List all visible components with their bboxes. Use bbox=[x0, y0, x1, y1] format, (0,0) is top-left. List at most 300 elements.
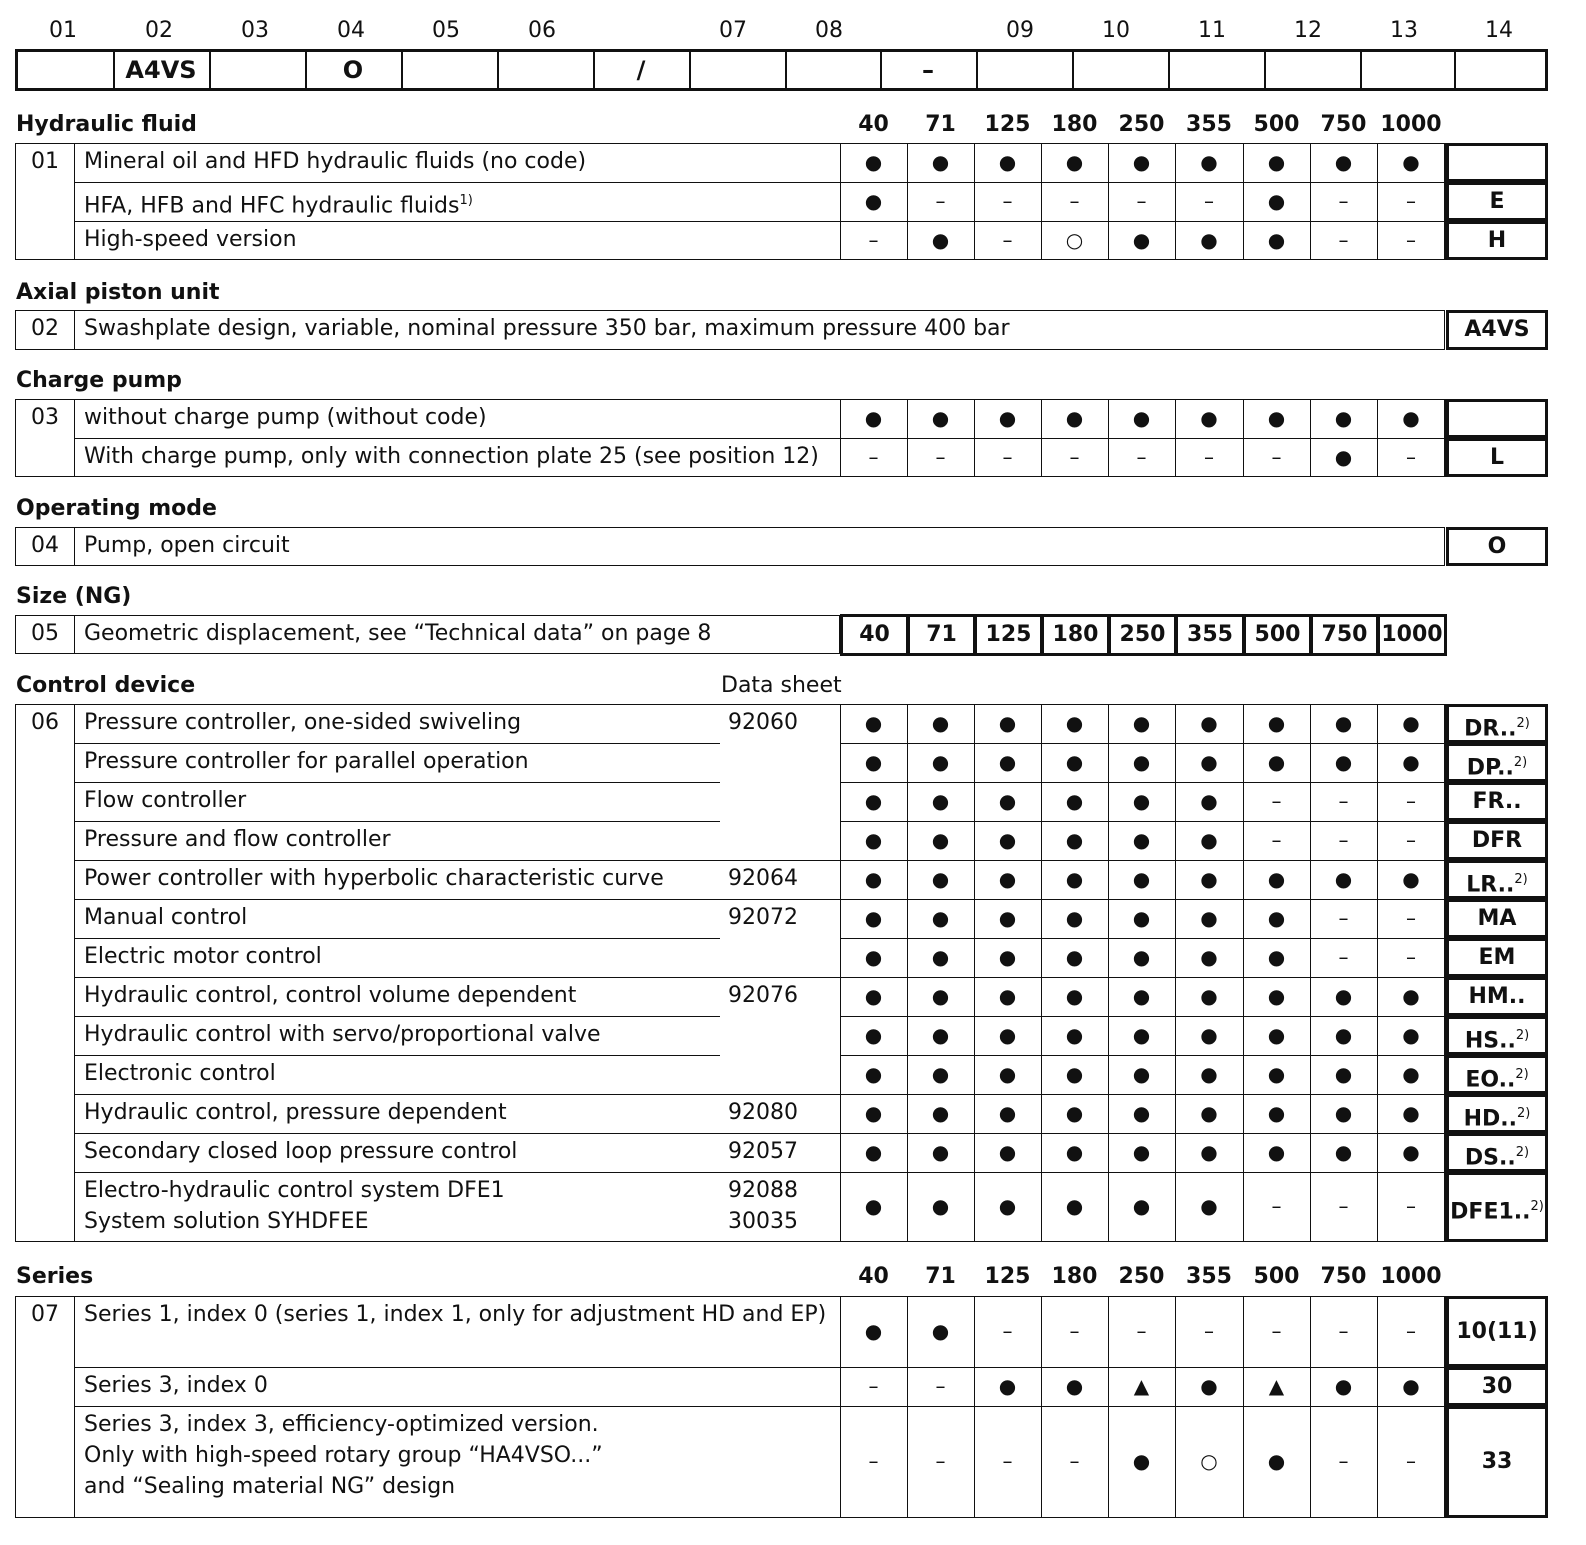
size-code-box: 180 bbox=[1041, 614, 1110, 656]
type-code-cell bbox=[785, 52, 882, 88]
availability-mark: ● bbox=[1334, 1061, 1353, 1086]
size-column-header: 40 bbox=[858, 1264, 889, 1289]
data-sheet-number: 92072 bbox=[728, 905, 798, 930]
ordering-code bbox=[1446, 743, 1548, 782]
availability-mark: ● bbox=[1065, 827, 1084, 852]
availability-mark: ● bbox=[864, 1022, 883, 1047]
footnote-marker: 2) bbox=[1515, 1028, 1530, 1043]
availability-mark: – bbox=[1406, 1318, 1416, 1343]
availability-mark: – bbox=[1406, 905, 1416, 930]
availability-mark: ● bbox=[998, 983, 1017, 1008]
availability-mark: – bbox=[1271, 1318, 1282, 1343]
ordering-code: 10(11) bbox=[1446, 1296, 1548, 1367]
row-description: Pressure and flow controller bbox=[84, 827, 391, 852]
availability-mark: ● bbox=[998, 866, 1017, 891]
row-description: Pressure controller for parallel operation bbox=[84, 749, 529, 774]
rule bbox=[74, 143, 75, 260]
size-code-box: 71 bbox=[907, 614, 976, 656]
row-description: Electronic control bbox=[84, 1061, 276, 1086]
availability-mark: ● bbox=[864, 944, 883, 969]
data-sheet-number: 92076 bbox=[728, 983, 798, 1008]
section-title: Axial piston unit bbox=[16, 280, 220, 305]
availability-mark: ● bbox=[1267, 405, 1286, 430]
availability-mark: – bbox=[1271, 1194, 1282, 1218]
size-column-header: 355 bbox=[1186, 1264, 1232, 1289]
availability-mark: ● bbox=[1267, 1139, 1286, 1164]
availability-mark: ● bbox=[1267, 1022, 1286, 1047]
availability-mark: – bbox=[1338, 1318, 1349, 1343]
availability-mark: – bbox=[868, 1449, 879, 1473]
availability-mark: ● bbox=[998, 905, 1017, 930]
position-number: 02 bbox=[145, 18, 173, 43]
rule bbox=[74, 704, 75, 1242]
availability-mark: ● bbox=[1065, 749, 1084, 774]
availability-mark: ● bbox=[998, 1061, 1017, 1086]
availability-mark: ● bbox=[1334, 1100, 1353, 1125]
ordering-code-text: E bbox=[1489, 189, 1505, 214]
availability-mark: – bbox=[1002, 444, 1013, 469]
rule bbox=[74, 782, 720, 783]
availability-mark: ● bbox=[1334, 149, 1353, 174]
footnote-marker: 2) bbox=[1515, 1067, 1529, 1082]
availability-mark: ● bbox=[1267, 227, 1286, 252]
row-description: Series 3, index 3, efficiency-optimized version. Only with high-speed rotary group “HA4VSO...” and “Sealing material NG” design bbox=[84, 1412, 603, 1499]
availability-mark: ● bbox=[1132, 227, 1151, 252]
availability-mark: – bbox=[1338, 905, 1349, 930]
availability-mark: – bbox=[1002, 1318, 1013, 1343]
availability-mark: ● bbox=[1200, 788, 1218, 813]
ordering-code: O bbox=[1446, 527, 1548, 566]
availability-mark: ● bbox=[1132, 1022, 1151, 1047]
row-description: Hydraulic control, pressure dependent bbox=[84, 1100, 507, 1125]
availability-mark: ● bbox=[1267, 749, 1286, 774]
availability-mark: ● bbox=[1200, 1061, 1218, 1086]
row-description bbox=[84, 441, 819, 472]
availability-mark: – bbox=[1271, 444, 1282, 469]
availability-mark: ● bbox=[864, 866, 883, 891]
availability-mark: ● bbox=[1402, 1139, 1420, 1164]
ordering-code-text: HS.. bbox=[1464, 1028, 1516, 1054]
footnote-marker: 2) bbox=[1513, 755, 1528, 770]
availability-mark: ● bbox=[1334, 444, 1353, 469]
availability-mark: ● bbox=[1267, 149, 1286, 174]
availability-mark: ● bbox=[1065, 1022, 1084, 1047]
availability-mark: ● bbox=[1132, 1449, 1151, 1473]
availability-mark: – bbox=[1338, 1194, 1349, 1218]
availability-mark: ● bbox=[998, 710, 1017, 735]
position-number: 13 bbox=[1390, 18, 1418, 43]
ordering-code bbox=[1446, 977, 1548, 1016]
availability-mark: ● bbox=[1132, 1061, 1151, 1086]
availability-mark: – bbox=[935, 1449, 946, 1473]
availability-mark: ● bbox=[1402, 405, 1420, 430]
availability-mark: ● bbox=[1267, 983, 1286, 1008]
availability-mark: ● bbox=[1200, 905, 1218, 930]
type-code-cell bbox=[209, 52, 307, 88]
type-code-cell bbox=[1168, 52, 1266, 88]
ordering-code bbox=[1446, 821, 1548, 860]
ordering-code-text: LR.. bbox=[1466, 872, 1515, 898]
availability-mark: – bbox=[1069, 1318, 1080, 1343]
availability-mark: ● bbox=[1132, 405, 1151, 430]
availability-mark: ● bbox=[1200, 866, 1218, 891]
availability-mark: ● bbox=[998, 149, 1017, 174]
availability-mark: – bbox=[1136, 444, 1147, 469]
position-number: 12 bbox=[1294, 18, 1322, 43]
availability-mark: ● bbox=[1065, 905, 1084, 930]
availability-mark: – bbox=[1406, 827, 1416, 852]
position-number: 08 bbox=[815, 18, 843, 43]
rule bbox=[840, 782, 1445, 783]
ordering-code: A4VS bbox=[1446, 310, 1548, 350]
availability-mark: ● bbox=[864, 983, 883, 1008]
availability-mark: – bbox=[1406, 1194, 1416, 1218]
row-description-text: HFA, HFB and HFC hydraulic fluids bbox=[84, 193, 460, 219]
availability-mark: – bbox=[935, 188, 946, 213]
availability-mark: ● bbox=[864, 1318, 883, 1343]
ordering-code-text: DR.. bbox=[1464, 716, 1517, 742]
ordering-code-text: L bbox=[1489, 445, 1505, 470]
availability-mark: ● bbox=[1334, 866, 1353, 891]
availability-mark: – bbox=[1338, 827, 1349, 852]
footnote-marker: 2) bbox=[1530, 1199, 1544, 1214]
ordering-code-text: DS.. bbox=[1464, 1145, 1516, 1171]
availability-mark: ● bbox=[1402, 866, 1420, 891]
availability-mark: ● bbox=[1200, 827, 1218, 852]
availability-mark: ● bbox=[1267, 1449, 1286, 1473]
ordering-code: 30 bbox=[1446, 1367, 1548, 1406]
availability-mark: – bbox=[935, 1373, 946, 1398]
size-code-box: 1000 bbox=[1377, 614, 1447, 656]
availability-mark: ● bbox=[1267, 188, 1286, 213]
availability-mark: ○ bbox=[1200, 1449, 1218, 1473]
availability-mark: ● bbox=[1065, 866, 1084, 891]
data-sheet-number: 92060 bbox=[728, 710, 798, 735]
availability-mark: ● bbox=[1132, 749, 1151, 774]
availability-mark: ● bbox=[1200, 405, 1218, 430]
availability-mark: ● bbox=[1200, 1022, 1218, 1047]
rule bbox=[74, 1016, 720, 1017]
availability-mark: ● bbox=[931, 983, 950, 1008]
availability-mark: ● bbox=[931, 1318, 950, 1343]
ordering-code bbox=[1446, 399, 1548, 438]
availability-mark: ● bbox=[1267, 1061, 1286, 1086]
availability-mark: ○ bbox=[1065, 227, 1084, 252]
availability-mark: ● bbox=[1267, 944, 1286, 969]
ordering-code bbox=[1446, 860, 1548, 899]
availability-mark: – bbox=[1406, 788, 1416, 813]
availability-mark: ● bbox=[1334, 983, 1353, 1008]
rule bbox=[74, 899, 1445, 900]
row-description-text: Mineral oil and HFD hydraulic fluids (no code) bbox=[84, 149, 587, 174]
row-description: Geometric displacement, see “Technical data” on page 8 bbox=[84, 621, 712, 646]
row-description: Electric motor control bbox=[84, 944, 322, 969]
type-code-cell: / bbox=[593, 52, 691, 88]
row-description: Electro-hydraulic control system DFE1 System solution SYHDFEE bbox=[84, 1178, 505, 1234]
availability-mark: ● bbox=[1200, 749, 1218, 774]
availability-mark: ● bbox=[1334, 749, 1353, 774]
footnote-marker: 2) bbox=[1516, 716, 1530, 731]
row-description-text: With charge pump, only with connection plate 25 (see position 12) bbox=[84, 444, 819, 469]
availability-mark: ▲ bbox=[1268, 1373, 1285, 1398]
position-number: 10 bbox=[1102, 18, 1130, 43]
availability-mark: ● bbox=[1267, 1100, 1286, 1125]
row-description bbox=[84, 224, 297, 255]
section-number: 07 bbox=[31, 1302, 59, 1327]
row-description: Pump, open circuit bbox=[84, 533, 290, 558]
ordering-code-text: DFR bbox=[1471, 828, 1523, 853]
rule bbox=[74, 438, 1445, 439]
size-column-header: 1000 bbox=[1380, 112, 1442, 137]
availability-mark: – bbox=[1406, 227, 1416, 252]
row-description: Manual control bbox=[84, 905, 248, 930]
row-description: Pressure controller, one-sided swiveling bbox=[84, 710, 522, 735]
availability-mark: ● bbox=[1200, 1373, 1218, 1398]
type-code-cell bbox=[497, 52, 595, 88]
availability-mark: – bbox=[868, 1373, 879, 1398]
availability-mark: ● bbox=[864, 749, 883, 774]
size-column-header: 125 bbox=[984, 1264, 1031, 1289]
availability-mark: ● bbox=[1334, 1022, 1353, 1047]
row-description bbox=[84, 402, 487, 433]
availability-mark: ● bbox=[1132, 827, 1151, 852]
ordering-code-text: MA bbox=[1477, 906, 1517, 931]
rule bbox=[74, 1133, 1445, 1134]
availability-mark: ● bbox=[998, 944, 1017, 969]
footnote-marker: 1) bbox=[459, 193, 473, 208]
rule bbox=[74, 1094, 1445, 1095]
type-code-cell bbox=[18, 52, 115, 88]
footnote-marker: 2) bbox=[1517, 1106, 1531, 1121]
data-sheet-number: 92080 bbox=[728, 1100, 798, 1125]
ordering-code: 33 bbox=[1446, 1406, 1548, 1518]
availability-mark: ● bbox=[1402, 1061, 1420, 1086]
rule bbox=[74, 1406, 1445, 1407]
availability-mark: – bbox=[1406, 188, 1416, 213]
availability-mark: ● bbox=[931, 749, 950, 774]
availability-mark: – bbox=[1204, 444, 1214, 469]
size-code-box: 40 bbox=[840, 614, 909, 656]
availability-mark: – bbox=[1338, 227, 1349, 252]
availability-mark: – bbox=[1136, 1318, 1147, 1343]
availability-mark: ● bbox=[1132, 944, 1151, 969]
size-column-header: 355 bbox=[1186, 112, 1232, 137]
availability-mark: ● bbox=[1402, 749, 1420, 774]
availability-mark: ● bbox=[1132, 149, 1151, 174]
availability-mark: – bbox=[1338, 944, 1349, 969]
size-column-header: 500 bbox=[1253, 1264, 1300, 1289]
position-number: 03 bbox=[241, 18, 269, 43]
availability-mark: ● bbox=[1267, 866, 1286, 891]
availability-mark: ● bbox=[1132, 983, 1151, 1008]
availability-mark: – bbox=[1002, 1449, 1013, 1473]
availability-mark: ● bbox=[931, 866, 950, 891]
section-number: 06 bbox=[31, 710, 59, 735]
type-code-cell: – bbox=[880, 52, 978, 88]
availability-mark: ● bbox=[1065, 1373, 1084, 1398]
availability-mark: ● bbox=[998, 827, 1017, 852]
position-number: 09 bbox=[1006, 18, 1034, 43]
ordering-code-text: DP.. bbox=[1466, 755, 1514, 781]
availability-mark: ● bbox=[1065, 710, 1084, 735]
ordering-code-text: HD.. bbox=[1463, 1106, 1518, 1132]
size-column-header: 250 bbox=[1118, 1264, 1165, 1289]
section-number: 04 bbox=[31, 533, 59, 558]
availability-mark: ● bbox=[1065, 1061, 1084, 1086]
availability-mark: ● bbox=[1200, 1139, 1218, 1164]
type-code-box bbox=[15, 49, 1548, 91]
availability-mark: – bbox=[1136, 188, 1147, 213]
rule bbox=[840, 938, 1445, 939]
availability-mark: – bbox=[1069, 444, 1080, 469]
size-column-header: 71 bbox=[925, 1264, 956, 1289]
size-code-box: 750 bbox=[1310, 614, 1379, 656]
availability-mark: ● bbox=[864, 827, 883, 852]
section-title: Hydraulic fluid bbox=[16, 112, 197, 137]
availability-mark: ● bbox=[1334, 710, 1353, 735]
section-number: 01 bbox=[31, 149, 59, 174]
type-code-cell: A4VS bbox=[113, 52, 211, 88]
availability-mark: ● bbox=[1402, 983, 1420, 1008]
availability-mark: ● bbox=[1065, 1100, 1084, 1125]
row-description-text: High-speed version bbox=[84, 227, 297, 252]
size-column-header: 40 bbox=[858, 112, 889, 137]
availability-mark: ● bbox=[1065, 1139, 1084, 1164]
ordering-code bbox=[1446, 182, 1548, 221]
availability-mark: ● bbox=[998, 1139, 1017, 1164]
availability-mark: ● bbox=[998, 1194, 1017, 1218]
type-code-cell bbox=[1264, 52, 1362, 88]
availability-mark: ▲ bbox=[1133, 1373, 1150, 1398]
section-title: Operating mode bbox=[16, 496, 217, 521]
footnote-marker: 2) bbox=[1514, 872, 1528, 887]
ordering-code bbox=[1446, 221, 1548, 260]
size-code-box: 500 bbox=[1243, 614, 1312, 656]
availability-mark: ● bbox=[931, 905, 950, 930]
ordering-code bbox=[1446, 1055, 1548, 1094]
rule bbox=[74, 221, 1445, 222]
availability-mark: ● bbox=[1402, 710, 1420, 735]
availability-mark: ● bbox=[931, 1194, 950, 1218]
availability-mark: ● bbox=[998, 1100, 1017, 1125]
availability-mark: ● bbox=[931, 149, 950, 174]
availability-mark: ● bbox=[1334, 1373, 1353, 1398]
row-description: Flow controller bbox=[84, 788, 247, 813]
data-sheet-number: 92064 bbox=[728, 866, 798, 891]
position-number: 04 bbox=[337, 18, 365, 43]
availability-mark: ● bbox=[864, 1100, 883, 1125]
availability-mark: – bbox=[1271, 788, 1282, 813]
availability-mark: ● bbox=[864, 788, 883, 813]
type-code-cell bbox=[976, 52, 1074, 88]
availability-mark: ● bbox=[931, 1139, 950, 1164]
ordering-code bbox=[1446, 1172, 1548, 1242]
availability-mark: ● bbox=[998, 1373, 1017, 1398]
rule bbox=[74, 743, 720, 744]
availability-mark: ● bbox=[864, 710, 883, 735]
availability-mark: ● bbox=[864, 405, 883, 430]
ordering-code bbox=[1446, 899, 1548, 938]
availability-mark: ● bbox=[1267, 905, 1286, 930]
row-description: Swashplate design, variable, nominal pressure 350 bar, maximum pressure 400 bar bbox=[84, 316, 1010, 341]
type-code-cell: O bbox=[305, 52, 403, 88]
availability-mark: ● bbox=[1065, 405, 1084, 430]
size-code-box: 355 bbox=[1175, 614, 1245, 656]
ordering-code-text: EM bbox=[1478, 945, 1516, 970]
data-sheet-number: 92088 30035 bbox=[728, 1178, 798, 1234]
availability-mark: – bbox=[868, 227, 879, 252]
rule bbox=[840, 1055, 1445, 1056]
availability-mark: ● bbox=[1065, 788, 1084, 813]
ordering-code bbox=[1446, 938, 1548, 977]
availability-mark: ● bbox=[998, 749, 1017, 774]
availability-mark: – bbox=[1406, 944, 1416, 969]
row-description bbox=[84, 146, 586, 177]
ordering-code-text: FR.. bbox=[1472, 789, 1522, 814]
position-number: 14 bbox=[1485, 18, 1513, 43]
availability-mark: ● bbox=[931, 1061, 950, 1086]
availability-mark: – bbox=[1338, 188, 1349, 213]
type-code-cell bbox=[1360, 52, 1456, 88]
availability-mark: ● bbox=[931, 944, 950, 969]
availability-mark: ● bbox=[931, 1022, 950, 1047]
size-column-header: 750 bbox=[1320, 112, 1367, 137]
availability-mark: ● bbox=[931, 788, 950, 813]
availability-mark: – bbox=[1406, 444, 1416, 469]
size-column-header: 250 bbox=[1118, 112, 1165, 137]
availability-mark: ● bbox=[1267, 710, 1286, 735]
availability-mark: ● bbox=[1132, 1139, 1151, 1164]
availability-mark: ● bbox=[931, 227, 950, 252]
availability-mark: ● bbox=[1402, 1373, 1420, 1398]
type-code-cell bbox=[401, 52, 499, 88]
availability-mark: – bbox=[1069, 1449, 1080, 1473]
size-column-header: 750 bbox=[1320, 1264, 1367, 1289]
type-code-cell bbox=[1072, 52, 1170, 88]
availability-mark: – bbox=[1002, 227, 1013, 252]
data-sheet-number: 92057 bbox=[728, 1139, 798, 1164]
size-code-box: 250 bbox=[1108, 614, 1177, 656]
row-description: Power controller with hyperbolic characteristic curve bbox=[84, 866, 664, 891]
size-column-header: 180 bbox=[1051, 112, 1098, 137]
availability-mark: – bbox=[868, 444, 879, 469]
row-description bbox=[84, 185, 473, 221]
availability-mark: ● bbox=[1065, 149, 1084, 174]
availability-mark: – bbox=[935, 444, 946, 469]
section-number: 02 bbox=[31, 316, 59, 341]
availability-mark: ● bbox=[1402, 1100, 1420, 1125]
footnote-marker: 2) bbox=[1515, 1145, 1530, 1160]
availability-mark: ● bbox=[1065, 1194, 1084, 1218]
availability-mark: ● bbox=[931, 827, 950, 852]
row-description: Secondary closed loop pressure control bbox=[84, 1139, 518, 1164]
availability-mark: ● bbox=[1402, 1022, 1420, 1047]
availability-mark: ● bbox=[998, 788, 1017, 813]
ordering-code bbox=[1446, 143, 1548, 182]
availability-mark: ● bbox=[1334, 405, 1353, 430]
rule bbox=[74, 1172, 1445, 1173]
availability-mark: ● bbox=[1200, 1194, 1218, 1218]
rule bbox=[74, 527, 75, 566]
section-title: Series bbox=[16, 1264, 94, 1289]
size-column-header: 71 bbox=[925, 112, 956, 137]
rule bbox=[74, 860, 1445, 861]
data-sheet-label: Data sheet bbox=[721, 673, 842, 698]
availability-mark: – bbox=[1406, 1449, 1416, 1473]
rule bbox=[74, 310, 75, 350]
availability-mark: ● bbox=[1065, 944, 1084, 969]
availability-mark: ● bbox=[1132, 788, 1151, 813]
